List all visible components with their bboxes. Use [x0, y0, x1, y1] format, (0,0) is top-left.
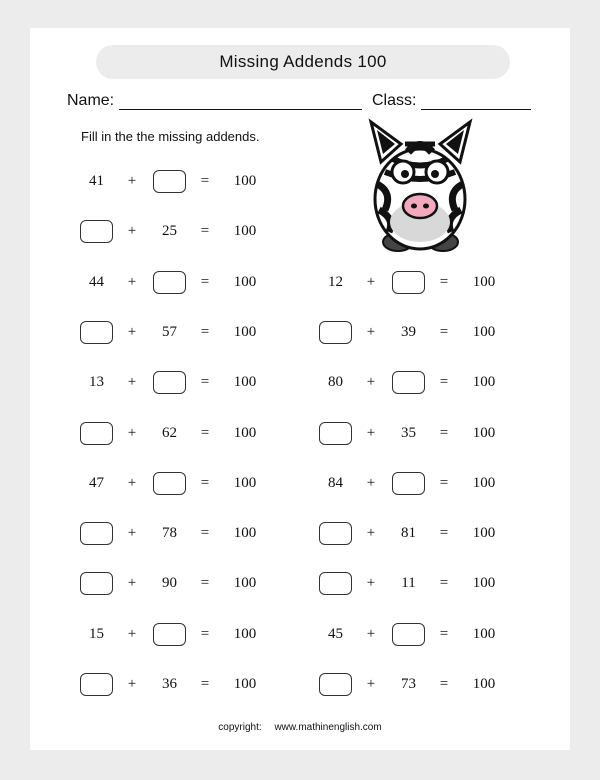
answer-box[interactable]: [392, 472, 425, 495]
plus-sign: +: [366, 625, 376, 642]
equals-sign: =: [200, 374, 210, 391]
answer-box[interactable]: [392, 623, 425, 646]
addend-1-slot: [79, 521, 114, 546]
sum-value: 100: [233, 474, 257, 491]
problem-row: [79, 370, 284, 395]
plus-sign: +: [127, 223, 137, 240]
sum-value: 100: [233, 223, 257, 240]
addend-1-slot: [318, 672, 353, 697]
instructions-text: Fill in the the missing addends.: [81, 129, 260, 144]
addend-2: 62: [162, 424, 177, 441]
answer-box[interactable]: [392, 271, 425, 294]
addend-2: 11: [401, 575, 416, 592]
equals-sign: =: [439, 625, 449, 642]
plus-sign: +: [366, 323, 376, 340]
addend-1-slot: [79, 320, 114, 345]
plus-sign: +: [127, 575, 137, 592]
problem-row: [79, 672, 284, 697]
answer-box[interactable]: [319, 572, 352, 595]
addend-2: 90: [162, 575, 177, 592]
sum-value: 100: [233, 625, 257, 642]
sum-value: 100: [472, 323, 496, 340]
equals-sign: =: [439, 525, 449, 542]
sum-value: 100: [233, 273, 257, 290]
addend-2-slot: [152, 169, 187, 194]
equals-sign: =: [439, 474, 449, 491]
answer-box[interactable]: [153, 271, 186, 294]
plus-sign: +: [127, 374, 137, 391]
sum-value: 100: [233, 676, 257, 692]
problem-row: [318, 672, 523, 697]
equals-sign: =: [200, 273, 210, 290]
equals-sign: =: [200, 223, 210, 240]
equals-sign: =: [439, 575, 449, 592]
sum-value: 100: [233, 173, 257, 189]
problem-row: [318, 571, 523, 596]
problem-row: [318, 521, 523, 546]
addend-1: 12: [328, 273, 343, 290]
addend-1: 41: [89, 173, 104, 189]
answer-box[interactable]: [80, 673, 113, 696]
sum-value: 100: [472, 676, 496, 692]
sum-value: 100: [233, 374, 257, 391]
sum-value: 100: [472, 525, 496, 542]
equals-sign: =: [439, 424, 449, 441]
plus-sign: +: [366, 273, 376, 290]
footer: [30, 722, 570, 733]
addend-2: 36: [162, 676, 177, 692]
addend-1: 47: [89, 474, 104, 491]
class-input-line[interactable]: [421, 92, 531, 110]
equals-sign: =: [439, 676, 449, 692]
addend-1: 15: [89, 625, 104, 642]
addend-1-slot: [318, 571, 353, 596]
problem-row: [318, 471, 523, 496]
equals-sign: =: [200, 173, 210, 189]
addend-1-slot: [318, 421, 353, 446]
sum-value: 100: [472, 625, 496, 642]
class-label: Class:: [372, 92, 417, 109]
answer-box[interactable]: [153, 170, 186, 193]
answer-box[interactable]: [319, 321, 352, 344]
addend-1-slot: [318, 521, 353, 546]
sum-value: 100: [233, 323, 257, 340]
equals-sign: =: [200, 575, 210, 592]
problem-row: [79, 471, 284, 496]
addend-1-slot: [79, 421, 114, 446]
answer-box[interactable]: [319, 422, 352, 445]
problem-row: [79, 622, 284, 647]
addend-1: 80: [328, 374, 343, 391]
problem-row: [79, 421, 284, 446]
plus-sign: +: [366, 474, 376, 491]
equals-sign: =: [200, 323, 210, 340]
copyright-label: copyright:: [218, 722, 262, 733]
addend-1: 84: [328, 474, 343, 491]
plus-sign: +: [366, 374, 376, 391]
addend-2-slot: [152, 471, 187, 496]
addend-2: 35: [401, 424, 416, 441]
plus-sign: +: [127, 424, 137, 441]
addend-2-slot: [152, 370, 187, 395]
problem-row: [318, 320, 523, 345]
addend-1: 45: [328, 625, 343, 642]
addend-2-slot: [152, 270, 187, 295]
name-label: Name:: [67, 92, 115, 109]
problem-row: [79, 521, 284, 546]
addend-1-slot: [79, 672, 114, 697]
plus-sign: +: [366, 424, 376, 441]
zebra-illustration: [363, 114, 478, 254]
equals-sign: =: [200, 474, 210, 491]
plus-sign: +: [366, 575, 376, 592]
answer-box[interactable]: [319, 522, 352, 545]
equals-sign: =: [439, 374, 449, 391]
problem-row: [79, 169, 284, 194]
problem-row: [79, 320, 284, 345]
plus-sign: +: [127, 323, 137, 340]
plus-sign: +: [366, 525, 376, 542]
equals-sign: =: [200, 676, 210, 692]
answer-box[interactable]: [319, 673, 352, 696]
problem-row: [318, 622, 523, 647]
equals-sign: =: [200, 424, 210, 441]
answer-box[interactable]: [392, 371, 425, 394]
problem-row: [79, 270, 284, 295]
sum-value: 100: [233, 575, 257, 592]
addend-2-slot: [391, 370, 426, 395]
equals-sign: =: [439, 323, 449, 340]
name-input-line[interactable]: [119, 92, 362, 110]
answer-box[interactable]: [153, 371, 186, 394]
addend-2: 57: [162, 323, 177, 340]
addend-2: 25: [162, 223, 177, 240]
answer-box[interactable]: [80, 522, 113, 545]
plus-sign: +: [366, 676, 376, 692]
addend-2: 73: [401, 676, 416, 692]
worksheet-page: [30, 28, 570, 750]
addend-1-slot: [318, 320, 353, 345]
addend-1: 44: [89, 273, 104, 290]
name-field-row: [67, 90, 362, 110]
addend-1: 13: [89, 374, 104, 391]
copyright-site: www.mathinenglish.com: [274, 722, 382, 733]
problem-row: [318, 270, 523, 295]
addend-2: 81: [401, 525, 416, 542]
problem-row: [318, 370, 523, 395]
addend-1-slot: [79, 571, 114, 596]
worksheet-title: Missing Addends 100: [96, 45, 510, 79]
plus-sign: +: [127, 273, 137, 290]
sum-value: 100: [472, 424, 496, 441]
addend-2-slot: [152, 622, 187, 647]
addend-2: 39: [401, 323, 416, 340]
plus-sign: +: [127, 676, 137, 692]
answer-box[interactable]: [80, 422, 113, 445]
sum-value: 100: [233, 525, 257, 542]
answer-box[interactable]: [153, 472, 186, 495]
plus-sign: +: [127, 625, 137, 642]
problem-row: [318, 421, 523, 446]
problem-row: [79, 571, 284, 596]
addend-2-slot: [391, 270, 426, 295]
addend-2-slot: [391, 471, 426, 496]
sum-value: 100: [472, 474, 496, 491]
addend-1-slot: [79, 219, 114, 244]
answer-box[interactable]: [80, 220, 113, 243]
sum-value: 100: [472, 273, 496, 290]
plus-sign: +: [127, 525, 137, 542]
class-field-row: [372, 90, 531, 110]
plus-sign: +: [127, 173, 137, 189]
problem-row: [79, 219, 284, 244]
plus-sign: +: [127, 474, 137, 491]
sum-value: 100: [472, 374, 496, 391]
equals-sign: =: [439, 273, 449, 290]
answer-box[interactable]: [80, 572, 113, 595]
sum-value: 100: [233, 424, 257, 441]
answer-box[interactable]: [80, 321, 113, 344]
equals-sign: =: [200, 525, 210, 542]
addend-2: 78: [162, 525, 177, 542]
answer-box[interactable]: [153, 623, 186, 646]
equals-sign: =: [200, 625, 210, 642]
addend-2-slot: [391, 622, 426, 647]
sum-value: 100: [472, 575, 496, 592]
